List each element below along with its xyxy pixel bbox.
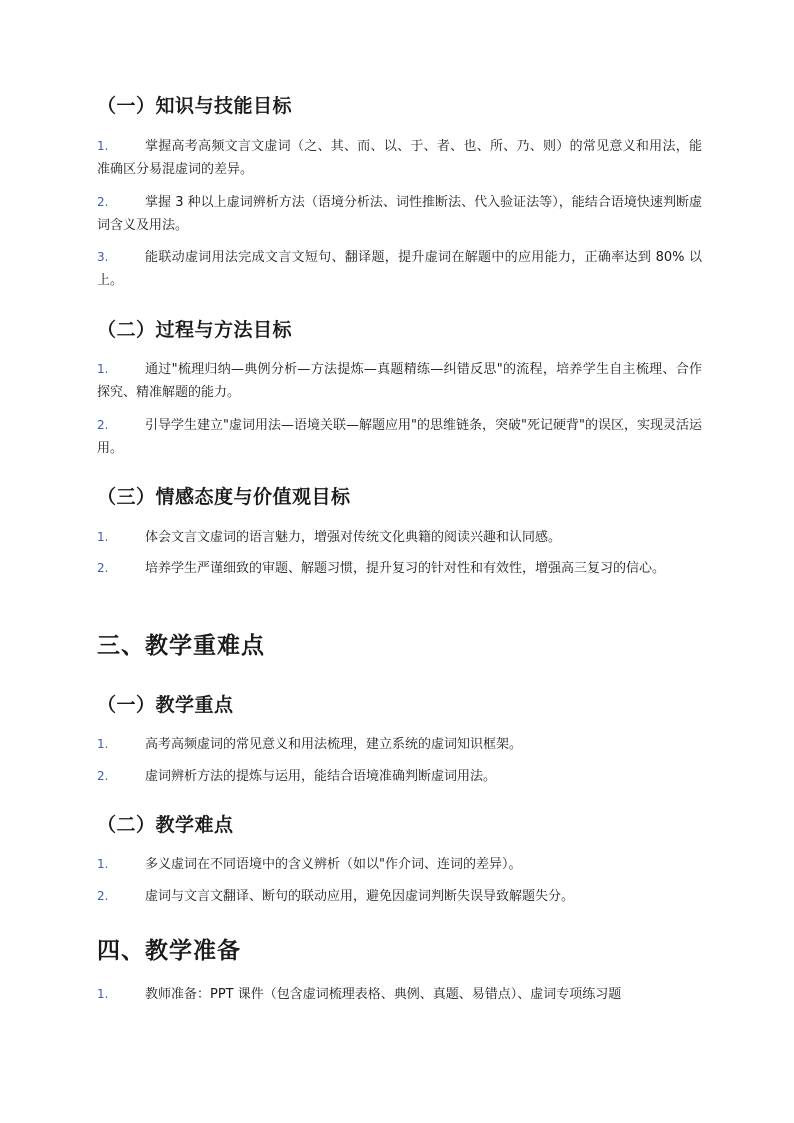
- list-number: 1.: [97, 362, 109, 376]
- list-number: 1.: [97, 737, 109, 751]
- list-text: 教师准备：PPT 课件（包含虚词梳理表格、典例、真题、易错点）、虚词专项练习题: [145, 987, 622, 1002]
- list-item: [97, 885, 702, 908]
- list-item: [97, 414, 702, 460]
- list-item: [97, 765, 702, 788]
- list-item: [97, 853, 702, 876]
- list-item: [97, 557, 702, 580]
- list-number: 1.: [97, 857, 109, 871]
- list-number: 2.: [97, 769, 109, 783]
- list-number: 2.: [97, 561, 109, 575]
- section-heading: （一）知识与技能目标: [97, 95, 293, 117]
- list-text: 掌握 3 种以上虚词辨析方法（语境分析法、词性推断法、代入验证法等），能结合语境快速判断虚词含义及用法。: [97, 195, 702, 233]
- list-item: [97, 526, 702, 549]
- list-text: 高考高频虚词的常见意义和用法梳理，建立系统的虚词知识框架。: [145, 737, 523, 752]
- list-text: 能联动虚词用法完成文言文短句、翻译题，提升虚词在解题中的应用能力，正确率达到 80% 以上。: [97, 250, 702, 288]
- list-item: [97, 983, 702, 1006]
- list-number: 2.: [97, 195, 109, 209]
- list-text: 虚词辨析方法的提炼与运用，能结合语境准确判断虚词用法。: [145, 769, 497, 784]
- chapter-heading: 四、教学准备: [97, 938, 241, 964]
- list-item: [97, 733, 702, 756]
- list-number: 1.: [97, 987, 109, 1001]
- list-text: 引导学生建立"虚词用法—语境关联—解题应用"的思维链条，突破"死记硬背"的误区，实现灵活运用。: [97, 418, 702, 456]
- list-number: 1.: [97, 139, 109, 153]
- list-item: [97, 135, 702, 181]
- list-text: 多义虚词在不同语境中的含义辨析（如以"作介词、连词的差异）。: [145, 857, 522, 872]
- list-number: 1.: [97, 530, 109, 544]
- chapter-heading: 三、教学重难点: [97, 633, 265, 659]
- list-text: 体会文言文虚词的语言魅力，增强对传统文化典籍的阅读兴趣和认同感。: [145, 530, 562, 545]
- list-number: 3.: [97, 250, 109, 264]
- section-heading: （一）教学重点: [97, 694, 234, 716]
- list-number: 2.: [97, 418, 109, 432]
- list-item: [97, 358, 702, 404]
- list-number: 2.: [97, 889, 109, 903]
- section-heading: （二）过程与方法目标: [97, 319, 293, 341]
- section-heading: （二）教学难点: [97, 814, 234, 836]
- list-item: [97, 191, 702, 237]
- section-heading: （三）情感态度与价值观目标: [97, 486, 351, 508]
- list-text: 通过"梳理归纳—典例分析—方法提炼—真题精练—纠错反思"的流程，培养学生自主梳理、合作探究、精准解题的能力。: [97, 362, 702, 400]
- list-item: [97, 246, 702, 292]
- list-text: 培养学生严谨细致的审题、解题习惯，提升复习的针对性和有效性，增强高三复习的信心。: [145, 561, 666, 576]
- list-text: 虚词与文言文翻译、断句的联动应用，避免因虚词判断失误导致解题失分。: [145, 889, 575, 904]
- list-text: 掌握高考高频文言文虚词（之、其、而、以、于、者、也、所、乃、则）的常见意义和用法，能准确区分易混虚词的差异。: [97, 139, 702, 177]
